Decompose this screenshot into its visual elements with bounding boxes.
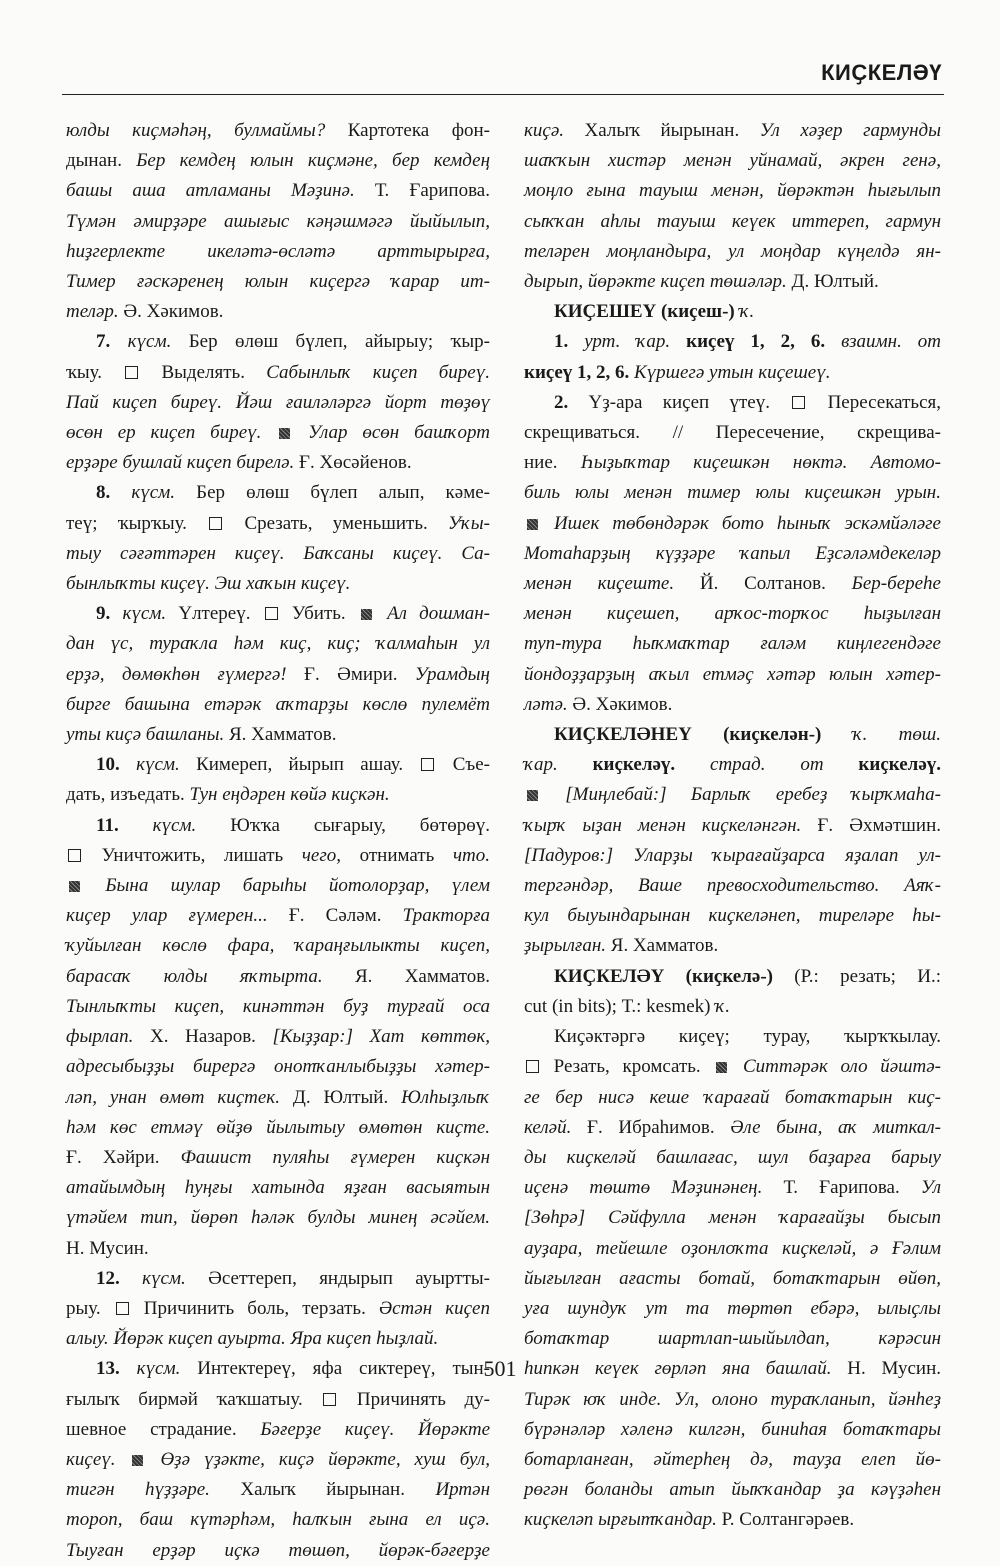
text-line [66,207,490,237]
text-segment: тигән һүҙҙәре. [66,1479,210,1501]
translation-square-icon [125,366,138,379]
text-line [66,931,490,961]
text-segment: Ә. Хәкимов. [567,693,673,715]
text-segment: бүрәнәләр хәленә килгән, биниһая ботаҡтары [524,1418,941,1440]
text-line [524,1385,941,1415]
text-segment: Т. Ғарипова. [354,180,490,202]
text-line [524,388,941,418]
text-segment: күсм. [131,482,176,504]
text-segment: скрещиваться. // Пересечение, скрещива- [524,422,941,444]
text-segment: биль юлы менән тимер юлы киҫешкән урын. [524,482,941,504]
text-line [524,1294,941,1324]
text-line [524,267,941,297]
text-segment: Ул хәҙер гармунды [759,120,941,141]
text-line [66,478,490,508]
text-segment: страд. от [710,754,824,776]
text-line [66,116,490,146]
page-header-title: КИҪКЕЛӘҮ [821,60,942,85]
translation-square-icon [116,1302,129,1315]
text-line [66,1113,490,1143]
text-segment: ерҙәре бушлай киҫеп бирелә. [66,452,295,474]
text-line [66,1445,490,1475]
text-line [66,629,490,659]
text-segment: Юҡҡа сығарыу, бөтөрөү. [196,814,490,836]
text-segment: ҡ. [715,995,731,1017]
text-segment: Н. Мусин. [831,1358,941,1380]
text-line [524,569,941,599]
text-segment: что. [452,844,490,866]
text-segment: КИҪЕШЕҮ (киҫеш-) [554,301,740,323]
text-line [66,569,490,599]
text-line [524,780,941,810]
text-segment: Халыҡ йырынан. [564,120,760,141]
text-line [66,1415,490,1445]
text-segment: дан үс, тураҡла һәм киҫ, киҫ; ҡалмаһын ул [66,633,490,655]
text-segment: шевное страдание. [66,1418,261,1440]
text-segment: һиҙгерлекте икеләтә-өсләтә арттырырға, [66,240,490,262]
translation-square-icon [323,1393,336,1406]
text-line [66,660,490,690]
text-line [524,901,941,931]
text-segment: Тынлыҡты киҫеп, кинәттән буҙ турғай оса [66,995,490,1017]
text-segment: күсм. [152,814,197,836]
text-segment: Ғ. Сәләм. [267,905,403,927]
text-line [66,690,490,720]
text-segment: уты киҫә башланы. [66,724,225,746]
text-segment: Уҡы- [448,512,490,534]
text-segment: Ал дошман- [374,603,490,625]
text-segment: киҫер улар ғүмерен... [66,905,268,927]
text-line [66,509,490,539]
text-segment: Срезать, уменьшить. [224,512,448,534]
text-segment: ләтә. [524,693,568,715]
text-segment: ботарланған, әйтерһең дә, тауҙа елеп йө- [524,1448,941,1470]
text-segment: күсм. [136,754,180,776]
text-segment: [Кыҙҙар:] Хат көттөк, [272,1026,490,1048]
text-segment: тергәндәр, Ваше превосходительство. Аяҡ- [524,875,941,897]
text-segment: Бер кемдең юлын киҫмәне, бер кемдең [136,150,491,172]
text-segment: ние. [524,452,581,474]
text-segment: КИҪКЕЛӘНЕҮ (киҫкелән-) [554,724,853,746]
text-segment: тороп, баш күтәрһәм, һалҡын ғына ел иҫә. [66,1509,490,1531]
text-line [66,811,490,841]
text-segment: күсм. [127,331,172,353]
text-segment: Үлтереү. [166,603,263,625]
text-segment: өсөн ер киҫеп биреү. [66,422,277,444]
text-segment: [Падуров:] Уларҙы ҡырағайҙарса яҙалап ул- [524,844,941,866]
text-line [524,358,941,388]
text-line [66,750,490,780]
text-line [66,297,490,327]
translation-square-icon [265,607,278,620]
text-segment: Ғ. Хәйри. [66,1146,181,1168]
text-segment: чего, [301,844,341,866]
text-line [66,1264,490,1294]
text-line [524,1324,941,1354]
text-line [524,539,941,569]
example-square-icon [527,790,538,801]
text-segment: Әстән киҫеп [378,1297,490,1319]
text-line [66,871,490,901]
text-line [524,418,941,448]
text-segment: cut (in bits); Т.: kesmek) [524,995,716,1017]
text-segment: Түмән әмирҙәре ашығыс кәңәшмәгә йыйылып, [66,210,490,232]
text-segment: КИҪКЕЛӘҮ (киҫкелә-) [554,965,795,987]
text-segment: Кимереп, йырып ашау. [179,754,420,776]
text-segment: юлды киҫмәһәң, булмаймы? [66,120,326,141]
text-line [524,750,941,780]
text-segment: барасаҡ юлды яҡтырта. [66,965,323,987]
text-segment: Й. Солтанов. [674,573,852,595]
text-line [524,1415,941,1445]
text-line [66,1022,490,1052]
text-segment: адресыбыҙҙы бирергә онотҡанлыбыҙҙы хәтер- [66,1056,490,1078]
text-segment: ерҙә, дөмөкһөн ғүмергә! [66,663,287,685]
text-line [524,1022,941,1052]
text-line [524,116,941,146]
text-line [524,1113,941,1143]
text-segment: Өҙә үҙәкте, киҫә йөрәкте, хуш бул, [146,1448,490,1470]
example-square-icon [279,428,290,439]
text-line [524,1052,941,1082]
text-segment: Тун еңдәрен көйә киҫкән. [189,784,390,806]
text-line [66,992,490,1022]
text-segment: Я. Хамматов. [322,965,490,987]
text-segment: [Миңлебай:] Барлыҡ еребеҙ ҡырҡмаһа- [541,784,941,806]
text-line [524,1173,941,1203]
text-line [66,539,490,569]
text-segment: Уничтожить, лишать [83,844,302,866]
text-line [66,720,490,750]
text-segment: сыҡҡан аһлы тауыш кеүек иттереп, гармун [524,210,941,232]
translation-square-icon [526,1060,539,1073]
text-segment: Ғ. Әмири. [286,663,415,685]
text-segment: взаимн. от [841,331,942,353]
text-line [66,448,490,478]
text-segment: иҫенә төштө Мәҙинәнең. [524,1177,763,1199]
text-line [66,1385,490,1415]
text-segment: Ә. Хәкимов. [118,301,224,323]
text-segment: Халыҡ йырынан. [209,1479,436,1501]
text-segment: Я. Хамматов. [224,724,337,746]
text-segment: ҡ. [739,301,755,323]
text-segment: отнимать [341,844,453,866]
text-segment: урт. ҡар. [584,331,671,353]
text-segment: Улар өсөн башҡорт [293,422,490,444]
text-segment: Картотека фон- [325,120,491,141]
text-segment: Мотаһарҙың күҙҙәре ҡапыл Еҙсәләмдекеләр [524,542,941,564]
example-square-icon [361,609,372,620]
text-segment: Иртән [435,1479,490,1501]
text-segment: киҫеү. [66,1448,130,1470]
text-segment: Ишек төбөндәрәк бото һыныҡ эскәмйәләге [541,512,941,534]
text-line [524,841,941,871]
text-line [524,992,941,1022]
text-segment: Ситтәрәк оло йәштә- [730,1056,941,1078]
text-line [524,1445,941,1475]
text-segment: һәм көс етмәү өйҙө йылытыу өмөтөн киҫте. [66,1116,490,1138]
text-segment: (Р.: резать; И.: [794,965,941,987]
text-segment: Х. Назаров. [133,1026,273,1048]
text-segment: Тракторға [402,905,491,927]
text-line [66,237,490,267]
text-segment: Тыуған ерҙәр иҫкә төшөп, йөрәк-бәғерҙе [66,1539,490,1561]
text-segment: Әле бына, аҡ миткал- [730,1116,942,1138]
translation-square-icon [792,396,805,409]
text-line [524,1505,941,1535]
text-segment: Пай киҫеп биреү. Йәш ғаиләләргә йорт төҙөү [66,391,490,413]
text-segment: йондоҙҙарҙың аҡыл етмәҫ хәтәр юлын хәтер- [524,663,941,685]
text-segment: Причинять ду- [338,1388,491,1410]
text-segment: Пересекаться, [807,391,942,413]
text-segment: фырлап. [66,1026,134,1048]
text-segment: Бына шулар барыһы йотолорҙар, үлем [83,875,490,897]
text-line [66,1203,490,1233]
text-segment: күсм. [142,1267,186,1289]
text-segment: тыу сәғәттәрен киҫеү. Баҡсаны киҫеү. Са- [66,542,490,564]
text-line [66,1475,490,1505]
text-line [524,931,941,961]
text-segment: Убить. [279,603,358,625]
running-head [62,58,944,95]
text-segment: бирге башына етәрәк аҡтарҙы көслө пулемёт [66,693,490,715]
text-line [66,901,490,931]
text-segment: ҡырҡ ыҙан менән киҫкеләнгән. [524,814,802,836]
text-segment: киҫкеләү. [557,754,711,776]
text-line [66,1173,490,1203]
text-line [524,297,941,327]
text-segment: 2. [554,391,589,413]
text-segment: Юлһыҙлыҡ [401,1086,490,1108]
text-segment: 10. [96,754,137,776]
text-segment: киҫкеләп ырғытҡандар. [524,1509,717,1531]
text-segment: атайымдың һуңғы хатында яҙған васыятын [66,1177,490,1199]
text-segment: ҡ. төш. [852,724,941,746]
text-segment: Причинить боль, терзать. [130,1297,379,1319]
text-segment: Бер өлөш бүлеп алып, кәме- [175,482,491,504]
text-segment: теү; ҡырҡыу. [66,512,208,534]
text-line [66,1052,490,1082]
text-segment: бынлыҡты киҫеү. Эш хаҡын киҫеү. [66,573,351,595]
text-segment: Я. Хамматов. [606,935,719,957]
text-segment: 9. [96,603,123,625]
text-segment: күсм. [122,603,167,625]
text-segment: Урамдың [414,663,490,685]
text-segment: 11. [96,814,153,836]
text-line [524,1264,941,1294]
text-segment: Фашист пуляһы ғүмерен киҫкән [180,1146,490,1168]
text-segment: 13. [96,1358,137,1380]
text-segment: Резать, кромсать. [541,1056,714,1078]
text-segment: ҡар. [524,754,558,776]
text-segment: башы аша атламаны Мәҙинә. [66,180,355,202]
text-segment: уға шундуҡ ут та төртөп ебәрә, ылыҫлы [524,1297,941,1319]
text-segment: ләп, унан өмөт киҫтек. [66,1086,280,1108]
translation-square-icon [209,517,222,530]
text-segment: Интектереү, яфа сиктереү, тын- [180,1358,491,1380]
text-segment: 8. [96,482,132,504]
text-segment: ботаҡтар шартлап-шыйылдап, кәрәсин [524,1328,941,1350]
text-line [66,1294,490,1324]
text-line [66,1234,490,1264]
text-line [66,1143,490,1173]
text-segment: Н. Мусин. [66,1237,149,1259]
text-line [66,599,490,629]
text-line [66,358,490,388]
text-line [66,841,490,871]
text-segment: Ул [920,1177,941,1199]
text-segment: ҡыу. [66,361,124,383]
page-number: 501 [483,1356,517,1381]
text-segment: моңло ғына тауыш менән, йөрәктән һығылып [524,180,941,202]
text-segment: ҡуйылған көслө фара, ҡараңғылыкты киҫеп, [66,935,490,957]
left-column [66,116,491,1561]
text-segment: Тирәк юҡ инде. Ул, олоно тураҡланып, йәнһеҙ [524,1388,941,1410]
text-segment: Ғ. Ибраһимов. [571,1116,731,1138]
text-line [524,690,941,720]
text-segment: Ғ. Хөсәйенов. [294,452,412,474]
text-line [524,1083,941,1113]
text-segment: Д. Юлтый. [786,271,879,293]
text-segment: киҫкеләү. [823,754,941,776]
text-line [66,418,490,448]
text-line [66,1505,490,1535]
text-segment: теләр. [66,301,119,323]
text-segment: рөгән боланды атып йыҡҡандар ҙа кәүҙәһен [524,1479,941,1501]
text-line [524,871,941,901]
text-segment: Сабынлыҡ киҫеп биреү. [266,361,490,383]
text-line [66,267,490,297]
text-line [524,599,941,629]
text-segment: туп-тура һыҡмаҡтар ғаләм киңлегендәге [524,633,941,655]
text-line [524,237,941,267]
text-line [66,1083,490,1113]
text-line [66,388,490,418]
text-segment: шаҡҡын хистәр менән уйнамай, әкрен генә, [524,150,941,172]
text-line [524,207,941,237]
text-line [524,811,941,841]
text-segment: һипкән кеүек гөрләп яна башлай. [524,1358,832,1380]
text-segment: Үҙ-ара киҫеп үтеү. [588,391,791,413]
text-line [524,962,941,992]
text-line [524,146,941,176]
text-segment: Һыҙыҡтар киҫешкән нөктә. Автомо- [580,452,941,474]
text-segment: Бер өлөш бүлеп, айырыу; ҡыр- [171,331,490,353]
text-line [66,962,490,992]
text-segment: алыу. Йөрәк киҫеп ауырта. Яра киҫеп һыҙлай. [66,1328,439,1350]
text-segment: Выделять. [140,361,267,383]
text-segment: Тимер ғәскәренең юлын киҫергә ҡарар ит- [66,271,490,293]
text-segment: [Зөһрә] Сәйфулла менән ҡарағайҙы бысып [524,1207,941,1229]
text-line [524,720,941,750]
text-segment: Бәғерҙе киҫеү. Йөрәкте [260,1418,491,1440]
text-line [524,1234,941,1264]
example-square-icon [132,1455,143,1466]
translation-square-icon [421,758,434,771]
text-segment: Т. Ғарипова. [762,1177,921,1199]
text-line [524,1143,941,1173]
text-segment: киҫеү 1, 2, 6. [524,361,635,383]
text-line [524,448,941,478]
text-segment: кул быуындарынан киҫкеләнеп, тиреләре һы- [524,905,941,927]
text-segment: ды киҫкеләй башлағас, шул баҙарға барыу [524,1146,941,1168]
text-segment: үтәйем тип, йөрөп һәләк булды минең әсәйем. [66,1207,490,1229]
text-segment: Съе- [436,754,490,776]
text-segment: рыу. [66,1297,114,1319]
text-segment: киҫеү 1, 2, 6. [670,331,842,353]
text-segment: келәй. [524,1116,572,1138]
text-line [524,327,941,357]
right-column [524,116,942,1531]
text-line [524,176,941,206]
text-line [66,146,490,176]
text-segment: Ғ. Әхмәтшин. [801,814,941,836]
text-line [524,478,941,508]
text-segment: дырып, йөрәкте киҫеп төшәләр. [524,271,787,293]
text-segment: ғылыҡ бирмәй ҡаҡшатыу. [66,1388,322,1410]
text-line [524,1203,941,1233]
text-segment: ҙырылған. [524,935,607,957]
text-segment: ге бер нисә кеше ҡарағай ботаҡтарын киҫ- [524,1086,941,1108]
text-segment: дынан. [66,150,137,172]
text-segment: күсм. [136,1358,181,1380]
example-square-icon [716,1062,727,1073]
text-segment: 1. [554,331,585,353]
text-segment: Күршегә утын киҫешеү. [634,361,831,383]
text-segment: Д. Юлтый. [279,1086,402,1108]
translation-square-icon [68,849,81,862]
text-line [66,1324,490,1354]
text-segment: дать, изъедать. [66,784,190,806]
text-line [66,327,490,357]
text-segment: ауҙара, тейешле оҙонлоҡта киҫкеләй, ә Ғәлим [524,1237,941,1259]
text-line [66,780,490,810]
text-line [524,1475,941,1505]
text-segment: Р. Солтангәрәев. [716,1509,855,1531]
text-line [524,660,941,690]
text-segment: менән киҫеште. [524,573,675,595]
text-segment: киҫә. [524,120,565,141]
text-segment: Әсеттереп, яндырып ауыртты- [185,1267,490,1289]
text-segment: теләрен моңландыра, ул моңдар күңелдә ян- [524,240,941,262]
text-line [66,176,490,206]
text-segment: менән киҫешеп, арҡос-торҡос һыҙылған [524,603,941,625]
text-segment: йығылған ағасты ботай, ботаҡтарын өйөп, [524,1267,941,1289]
text-line [524,509,941,539]
text-segment: Бер-береһе [851,573,941,595]
text-line [66,1536,490,1566]
text-segment: 12. [96,1267,143,1289]
text-segment: Киҫәктәргә киҫеү; турау, ҡырҡҡылау. [554,1026,941,1048]
example-square-icon [69,881,80,892]
example-square-icon [527,519,538,530]
text-segment: 7. [96,331,128,353]
text-line [524,629,941,659]
